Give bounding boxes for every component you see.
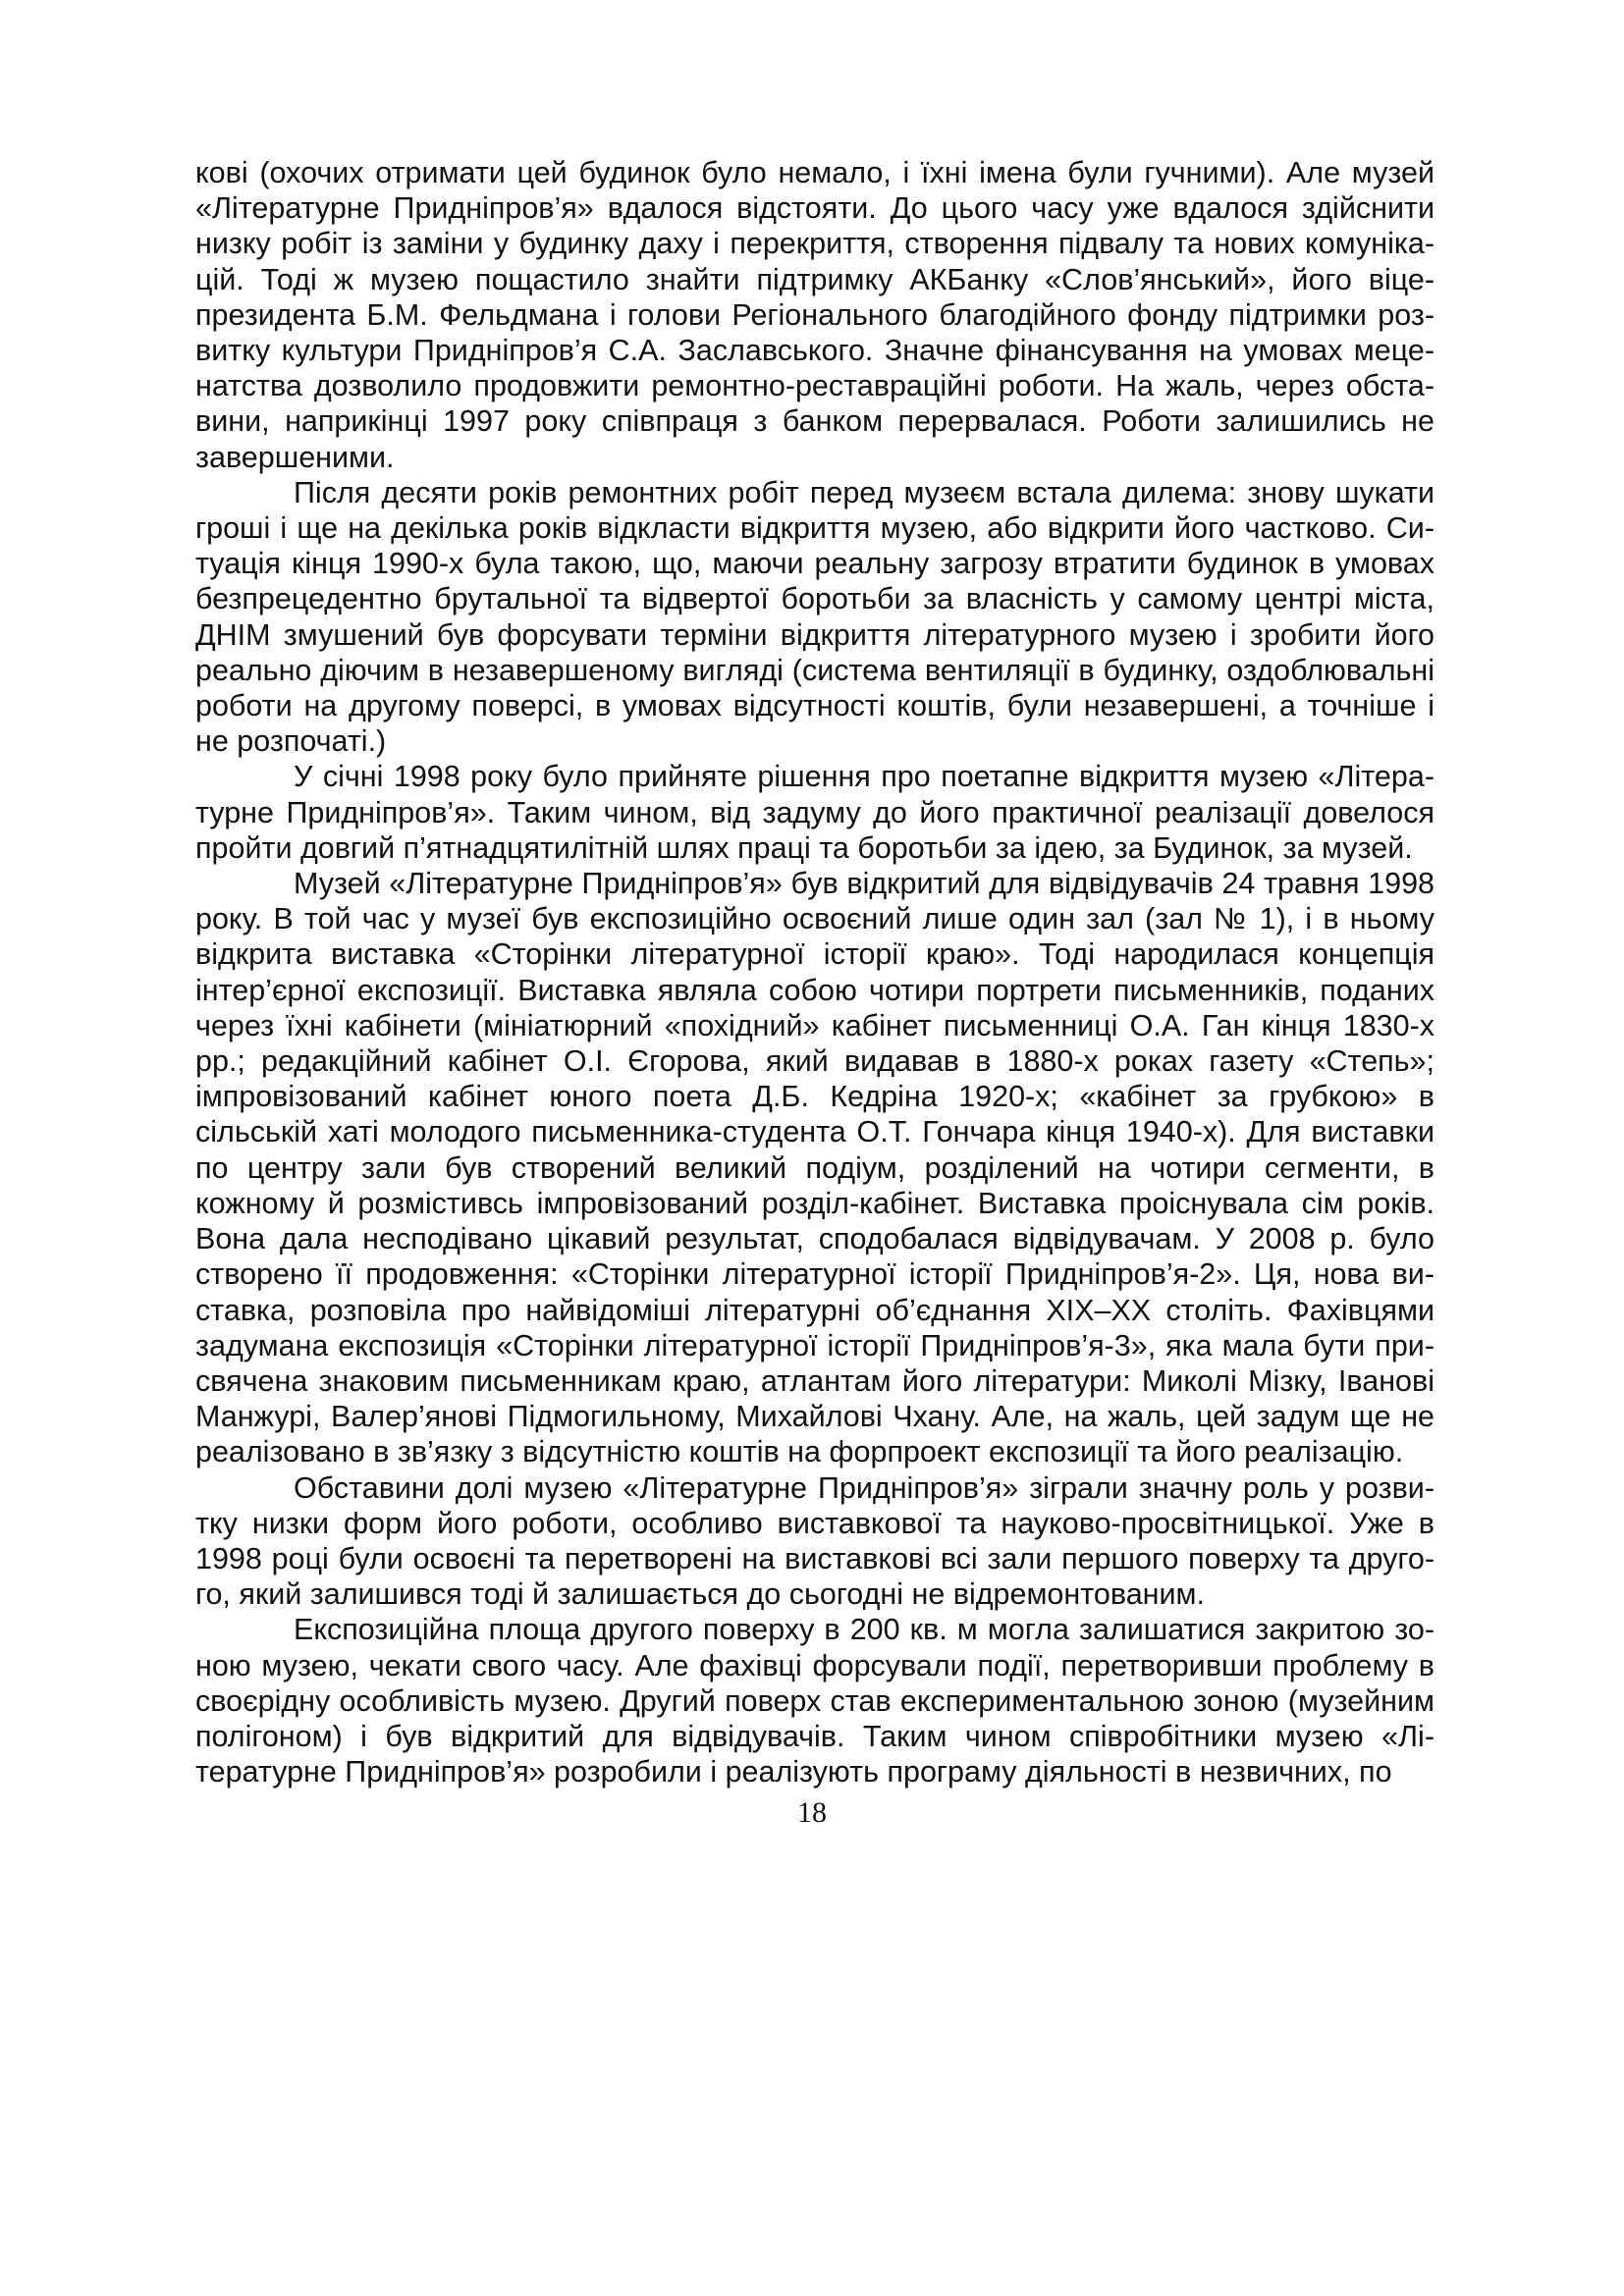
body-text: [195, 155, 1435, 1789]
paragraph: Після десяти років ремонтних робіт перед музеєм встала дилема: знову шукати гроші і ще на декілька років відкласти відкриття музею, або відкрити його частково. Ситуація кінця 1990-х була такою, що, маючи реальну загрозу втратити будинок в умовах безпрецедентно брутальної та відвертої боротьби за власність у самому центрі міста, ДНІМ змушений був форсувати терміни відкриття літературного музею і зробити його реально діючим в незавершеному вигляді (система вентиляції в будинку, оздоблювальні роботи на другому поверсі, в умовах відсутності коштів, були незавершені, а точніше і не розпочаті.): [195, 475, 1435, 759]
paragraph: Музей «Літературне Придніпров’я» був відкритий для відвідувачів 24 травня 1998 року. В той час у музеї був експозиційно освоєний лише один зал (зал № 1), і в ньому відкрита виставка «Сторінки літературної історії краю». Тоді народилася концепція інтер’єрної експозиції. Виставка являла собою чотири портрети письменників, поданих через їхні кабінети (мініатюрний «похідний» кабінет письменниці О.А. Ган кінця 1830-х рр.; редакційний кабінет О.І. Єгорова, який видавав в 1880-х роках газету «Степь»; імпровізований кабінет юного поета Д.Б. Кедріна 1920-х; «кабінет за грубкою» в сільській хаті молодого письменника-студента О.Т. Гончара кінця 1940-х). Для виставки по центру зали був створений великий подіум, розділений на чотири сегменти, в кожному й розмістивсь імпровізований розділ-кабінет. Виставка проіснувала сім років. Вона дала несподівано цікавий результат, сподобалася відвідувачам. У 2008 р. було створено її продовження: «Сторінки літературної історії Придніпров’я-2». Ця, нова виставка, розповіла про найвідоміші літературні об’єднання XIX–XX століть. Фахівцями задумана експозиція «Сторінки літературної історії Придніпров’я-3», яка мала бути присвячена знаковим письменникам краю, атлантам його літератури: Миколі Мізку, Іванові Манжурі, Валер’янові Підмогильному, Михайлові Чхану. Але, на жаль, цей задум ще не реалізовано в зв’язку з відсутністю коштів на форпроект експозиції та його реалізацію.: [195, 867, 1435, 1469]
paragraph: У січні 1998 року було прийняте рішення про поетапне відкриття музею «Літературне Придніпров’я». Таким чином, від задуму до його практичної реалізації довелося пройти довгий п’ятнадцятилітній шлях праці та боротьби за ідею, за Будинок, за музей.: [195, 760, 1435, 865]
paragraph: кові (охочих отримати цей будинок було немало, і їхні імена були гучними). Але музей «Літературне Придніпров’я» вдалося відстояти. До цього часу уже вдалося здійснити низку робіт із заміни у будинку даху і перекриття, створення підвалу та нових комунікацій. Тоді ж музею пощастило знайти підтримку АКБанку «Слов’янський», його віцепрезидента Б.М. Фельдмана і голови Регіонального благодійного фонду підтримки розвитку культури Придніпров’я С.А. Заславського. Значне фінансування на умовах меценатства дозволило продовжити ремонтно-реставраційні роботи. На жаль, через обставини, наприкінці 1997 року співпраця з банком перервалася. Роботи залишились не завершеними.: [195, 156, 1435, 474]
paragraph: Експозиційна площа другого поверху в 200 кв. м могла залишатися закритою зоною музею, чекати свого часу. Але фахівці форсували події, перетворивши проблему в своєрідну особливість музею. Другий поверх став експериментальною зоною (музейним полігоном) і був відкритий для відвідувачів. Таким чином співробітники музею «Літературне Придніпров’я» розробили і реалізують програму діяльності в незвичних, по: [195, 1613, 1435, 1789]
paragraph: Обставини долі музею «Літературне Придніпров’я» зіграли значну роль у розвитку низки форм його роботи, особливо виставкової та науково-просвітницької. Уже в 1998 році були освоєні та перетворені на виставкові всі зали першого поверху та другого, який залишився тоді й залишається до сьогодні не відремонтованим.: [195, 1470, 1435, 1612]
page-number: 18: [797, 1796, 827, 1829]
